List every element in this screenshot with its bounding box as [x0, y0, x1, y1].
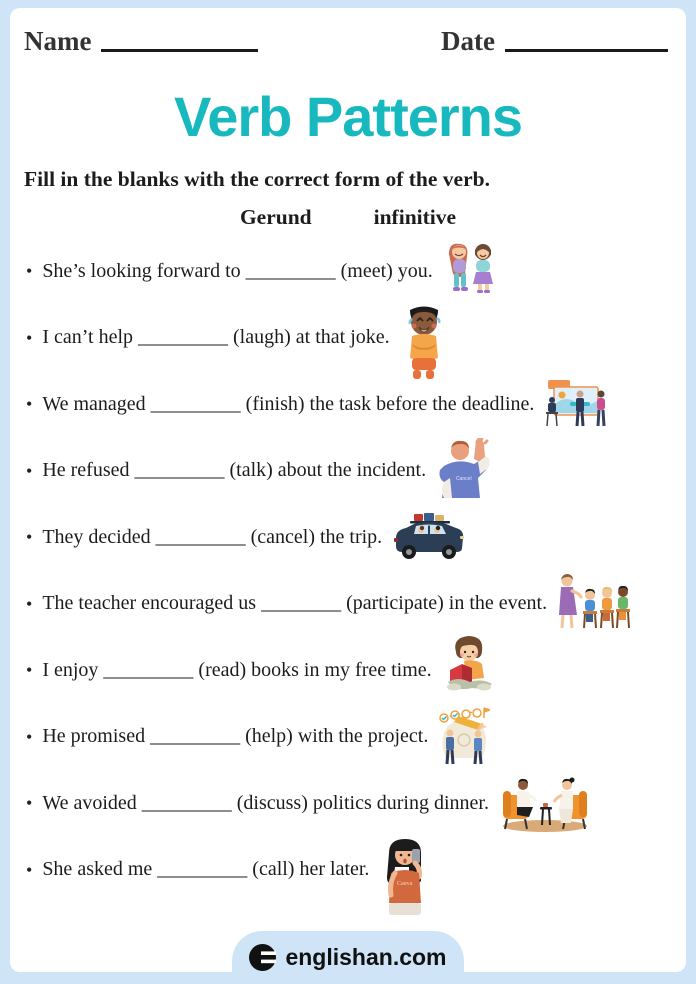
dinner-talk-illustration-icon [499, 773, 591, 833]
sentence-item [10, 371, 686, 438]
svg-text:Canva: Canva [397, 880, 413, 887]
sentence-item [10, 703, 686, 770]
sentence-text: We managed _________ (finish) the task before the deadline. [42, 392, 535, 415]
worksheet-sheet [10, 8, 686, 972]
bullet-icon: • [26, 527, 33, 548]
laughing-boy-illustration-icon [400, 306, 446, 382]
name-blank-line [101, 49, 258, 52]
woman-phone-illustration-icon [379, 837, 431, 919]
family-car-illustration-icon [392, 512, 466, 562]
teacher-students-illustration-icon [557, 573, 633, 630]
sentence-text: I enjoy _________ (read) books in my free time. [42, 658, 432, 681]
sentence-text: I can’t help _________ (laugh) at that joke. [42, 326, 390, 349]
header [10, 8, 686, 55]
date-blank-line [505, 49, 668, 52]
bullet-icon: • [26, 327, 33, 348]
sentence-item [10, 238, 686, 305]
subheading-gerund: Gerund [239, 204, 312, 229]
instruction-text: Fill in the blanks with the correct form of the verb. [24, 167, 490, 191]
sentence-list [10, 238, 686, 903]
friends-illustration-icon [443, 240, 501, 294]
bullet-icon: • [26, 261, 33, 282]
englishan-logo-icon [249, 944, 276, 971]
project-planning-illustration-icon [438, 706, 490, 768]
name-field [24, 28, 258, 55]
sentence-item [10, 770, 686, 837]
subheading [10, 205, 686, 230]
bullet-icon: • [26, 859, 33, 880]
sentence-text: The teacher encouraged us ________ (participate) in the event. [42, 592, 548, 615]
sentence-item [10, 570, 686, 637]
bullet-icon: • [26, 460, 33, 481]
sentence-item [10, 304, 686, 371]
sentence-item [10, 437, 686, 504]
bullet-icon: • [26, 726, 33, 747]
bullet-icon: • [26, 793, 33, 814]
date-label: Date [441, 26, 495, 56]
name-label: Name [24, 26, 92, 56]
svg-text:Cancel: Cancel [456, 475, 472, 482]
date-field [441, 28, 668, 55]
footer-site-text: englishan.com [285, 944, 447, 970]
sentence-text: She’s looking forward to _________ (meet) you. [42, 259, 433, 282]
footer-brand [232, 931, 464, 984]
sentence-item [10, 504, 686, 571]
sentence-item [10, 637, 686, 704]
page-title: Verb Patterns [173, 85, 523, 148]
bullet-icon: • [26, 660, 33, 681]
team-presentation-illustration-icon [544, 378, 608, 430]
boy-reading-illustration-icon [442, 634, 498, 694]
sentence-text: They decided _________ (cancel) the trip. [42, 525, 383, 548]
bullet-icon: • [26, 394, 33, 415]
sentence-text: We avoided _________ (discuss) politics during dinner. [42, 791, 489, 814]
sentence-item [10, 836, 686, 903]
sentence-text: He refused _________ (talk) about the incident. [42, 459, 427, 482]
sentence-text: He promised _________ (help) with the project. [42, 725, 429, 748]
sentence-text: She asked me _________ (call) her later. [42, 858, 370, 881]
subheading-infinitive: infinitive [373, 204, 457, 229]
bullet-icon: • [26, 593, 33, 614]
man-refusing-illustration-icon [436, 438, 494, 500]
